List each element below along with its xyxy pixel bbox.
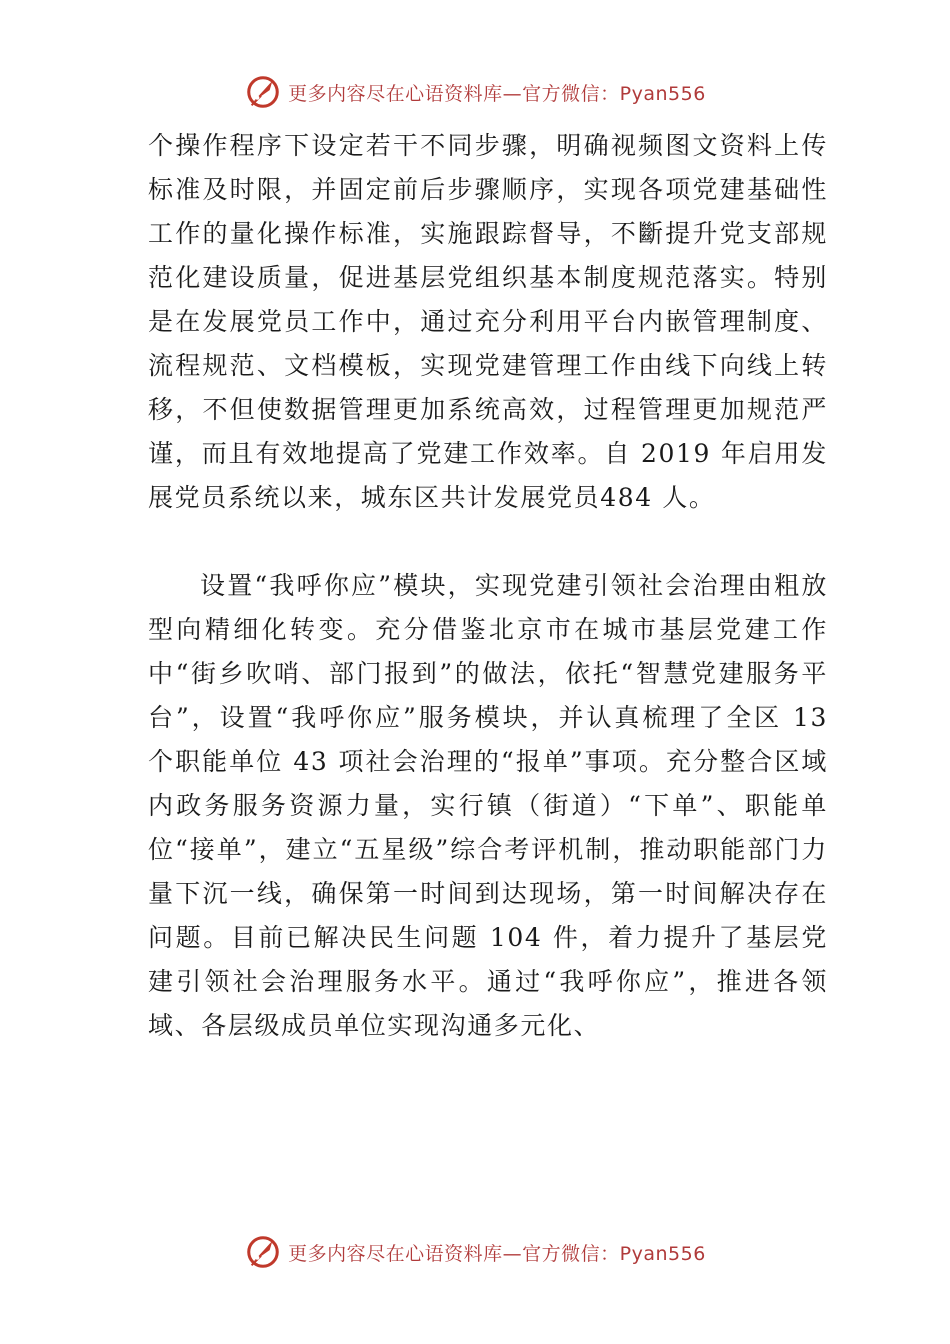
document-body bbox=[148, 124, 828, 1048]
paragraph-gap bbox=[148, 520, 828, 564]
body-paragraph-1: 个操作程序下设定若干不同步骤，明确视频图文资料上传标准及时限，并固定前后步骤顺序，实现各项党建基础性工作的量化操作标准，实施跟踪督导，不斷提升党支部规范化建设质量，促进基层党组织基本制度规范落实。特别是在发展党员工作中，通过充分利用平台内嵌管理制度、流程规范、文档模板，实现党建管理工作由线下向线上转移，不但使数据管理更加系统高效，过程管理更加规范严谨，而且有效地提高了党建工作效率。自 2019 年启用发展党员系统以来，城东区共计发展党员484 人。 bbox=[148, 131, 828, 512]
quill-pen-circle-icon bbox=[244, 73, 282, 111]
banner-text: 更多内容尽在心语资料库—官方微信：Pyan556 bbox=[288, 82, 706, 105]
banner-text: 更多内容尽在心语资料库—官方微信：Pyan556 bbox=[288, 1242, 706, 1265]
quill-pen-circle-icon bbox=[244, 1233, 282, 1271]
header-banner bbox=[0, 72, 950, 112]
body-paragraph-2: 设置“我呼你应”模块，实现党建引领社会治理由粗放型向精细化转变。充分借鉴北京市在城市基层党建工作中“街乡吹哨、部门报到”的做法，依托“智慧党建服务平台”，设置“我呼你应”服务模块，并认真梳理了全区 13 个职能单位 43 项社会治理的“报单”事项。充分整合区域内政务服务资源力量，实行镇（街道）“下单”、职能单位“接单”，建立“五星级”综合考评机制，推动职能部门力量下沉一线，确保第一时间到达现场，第一时间解决存在问题。目前已解决民生问题 104 件，着力提升了基层党建引领社会治理服务水平。通过“我呼你应”，推进各领域、各层级成员单位实现沟通多元化、 bbox=[148, 571, 828, 1040]
footer-banner bbox=[0, 1232, 950, 1272]
